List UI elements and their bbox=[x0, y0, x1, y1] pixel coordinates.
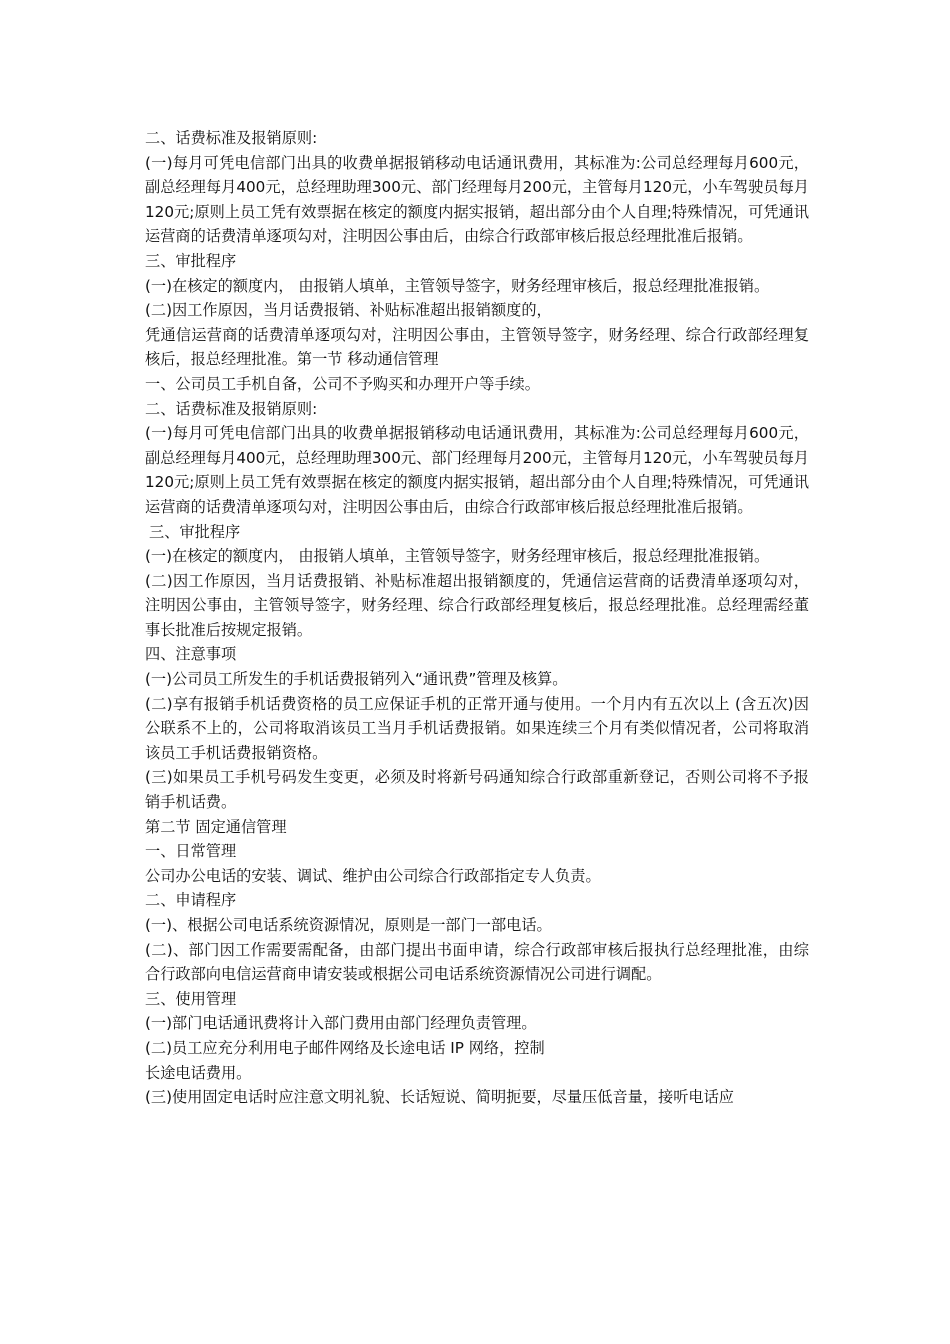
paragraph: 长途电话费用。 bbox=[145, 1063, 252, 1082]
paragraph: 一、公司员工手机自备，公司不予购买和办理开户等手续。 bbox=[145, 374, 540, 393]
section-heading: 二、申请程序 bbox=[145, 891, 237, 910]
document-body bbox=[145, 126, 809, 1110]
paragraph: (三)如果员工手机号码发生变更，必须及时将新号码通知综合行政部重新登记，否则公司将不予报销手机话费。 bbox=[145, 768, 809, 812]
paragraph: (一)每月可凭电信部门出具的收费单据报销移动电话通讯费用，其标准为:公司总经理每月600元，副总经理每月400元，总经理助理300元、部门经理每月200元，主管每月120元，小车驾驶员每月120元;原则上员工凭有效票据在核定的额度内据实报销，超出部分由个人自理;特殊情况，可凭通讯运营商的话费清单逐项勾对，注明因公事由后，由综合行政部审核后报总经理批准后报销。 bbox=[145, 153, 809, 246]
paragraph: (二)因工作原因，当月话费报销、补贴标准超出报销额度的， bbox=[145, 301, 552, 320]
paragraph: (二)员工应充分利用电子邮件网络及长途电话 IP 网络，控制 bbox=[145, 1038, 545, 1057]
section-heading: 三、审批程序 bbox=[145, 251, 237, 270]
paragraph: (一)在核定的额度内， 由报销人填单，主管领导签字，财务经理审核后，报总经理批准报销。 bbox=[145, 547, 770, 566]
paragraph: (三)使用固定电话时应注意文明礼貌、长话短说、简明扼要，尽量压低音量，接听电话应 bbox=[145, 1088, 734, 1107]
paragraph: (二)享有报销手机话费资格的员工应保证手机的正常开通与使用。一个月内有五次以上 (含五次)因公联系不上的，公司将取消该员工当月手机话费报销。如果连续三个月有类似情况者，公司将取消该员工手机话费报销资格。 bbox=[145, 694, 809, 762]
paragraph: (一)在核定的额度内， 由报销人填单，主管领导签字，财务经理审核后，报总经理批准报销。 bbox=[145, 276, 770, 295]
paragraph: 公司办公电话的安装、调试、维护由公司综合行政部指定专人负责。 bbox=[145, 866, 601, 885]
section-heading: 四、注意事项 bbox=[145, 645, 237, 664]
paragraph: (一)、根据公司电话系统资源情况，原则是一部门一部电话。 bbox=[145, 916, 552, 934]
section-heading: 三、使用管理 bbox=[145, 989, 237, 1008]
paragraph: (二)因工作原因，当月话费报销、补贴标准超出报销额度的，凭通信运营商的话费清单逐项勾对，注明因公事由，主管领导签字，财务经理、综合行政部经理复核后，报总经理批准。总经理需经董事长批准后按规定报销。 bbox=[145, 571, 809, 639]
section-heading: 三、审批程序 bbox=[149, 522, 241, 541]
section-heading: 二、话费标准及报销原则: bbox=[145, 129, 318, 147]
section-heading: 一、日常管理 bbox=[145, 842, 237, 861]
paragraph: (一)部门电话通讯费将计入部门费用由部门经理负责管理。 bbox=[145, 1014, 537, 1033]
paragraph: 凭通信运营商的话费清单逐项勾对，注明因公事由，主管领导签字，财务经理、综合行政部经理复核后，报总经理批准。第一节 移动通信管理 bbox=[145, 325, 809, 369]
paragraph: (二)、部门因工作需要需配备，由部门提出书面申请，综合行政部审核后报执行总经理批准，由综合行政部向电信运营商申请安装或根据公司电话系统资源情况公司进行调配。 bbox=[145, 940, 809, 984]
section-heading: 二、话费标准及报销原则: bbox=[145, 399, 318, 418]
paragraph: (一)每月可凭电信部门出具的收费单据报销移动电话通讯费用，其标准为:公司总经理每月600元，副总经理每月400元，总经理助理300元、部门经理每月200元，主管每月120元，小车驾驶员每月120元;原则上员工凭有效票据在核定的额度内据实报销，超出部分由个人自理;特殊情况，可凭通讯运营商的话费清单逐项勾对，注明因公事由后，由综合行政部审核后报总经理批准后报销。 bbox=[145, 424, 809, 516]
chapter-heading: 第二节 固定通信管理 bbox=[145, 817, 287, 836]
paragraph: (一)公司员工所发生的手机话费报销列入“通讯费”管理及核算。 bbox=[145, 670, 568, 689]
